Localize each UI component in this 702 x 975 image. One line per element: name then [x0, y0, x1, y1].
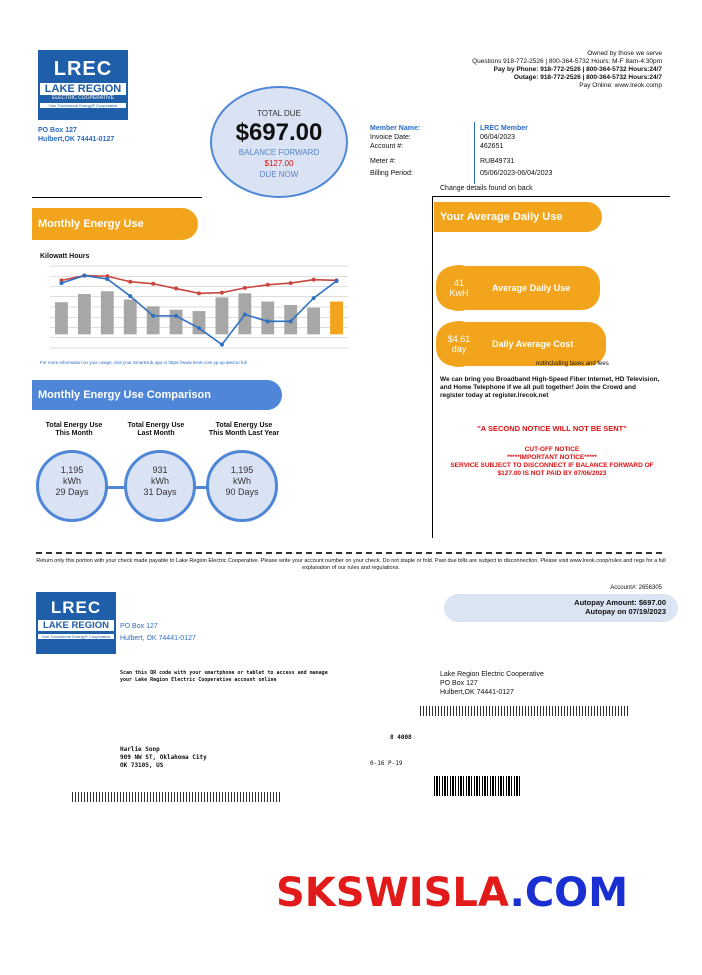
customer-postal-barcode	[72, 792, 282, 802]
logo-sub: ELECTRIC COOPERATIVE	[52, 95, 114, 101]
watermark	[276, 870, 628, 916]
trend-point	[312, 278, 316, 282]
trend-point	[243, 313, 247, 317]
bubble-1-unit: kWh	[63, 476, 81, 486]
watermark-part2: COM	[524, 870, 628, 916]
qr-text: Scan this QR code with your smartphone or tablet to access and manage your Lake Region Electric Cooperative account online	[120, 670, 328, 683]
total-due-amount: $697.00	[235, 119, 323, 146]
average-use-unit: KwH	[449, 288, 469, 298]
address-line1: PO Box 127	[38, 127, 77, 134]
divider-left	[32, 197, 202, 198]
daily-cost-value: $4.61	[447, 334, 471, 344]
bubble-2-kwh: 931	[152, 465, 168, 475]
remit-postal-barcode	[420, 706, 630, 716]
comparison-bubble-3	[206, 450, 278, 522]
trend-point	[220, 291, 224, 295]
usage-bar	[55, 302, 68, 334]
divider-vertical	[432, 196, 433, 538]
return-instructions: Return only this portion with your check made payable to Lake Region Electric Cooperative. Please write your account number on your check. Do not staple or fold. Past due bills are subject to disconnection. Please visit www.lreok.coop/rules and regs for a full explanation of our rules and regulations.	[36, 558, 666, 571]
trend-point	[128, 280, 132, 284]
balance-forward-amount: $127.00	[264, 159, 294, 168]
logo-text: LREC	[53, 58, 113, 80]
bubble-3-kwh: 1,195	[230, 465, 254, 475]
invoice-date-value: 06/04/2023	[480, 134, 516, 141]
trend-point	[220, 343, 224, 347]
usage-bar	[261, 302, 274, 335]
remit-line1: Lake Region Electric Cooperative	[440, 671, 544, 678]
notice-cutoff: CUT-OFF NOTICE	[524, 446, 580, 453]
trend-point	[174, 314, 178, 318]
comparison-head-1	[34, 422, 114, 438]
member-name-value: LREC Member	[480, 125, 528, 132]
comparison-banner	[32, 380, 282, 410]
usage-bar	[101, 291, 114, 334]
usage-bar	[170, 310, 183, 335]
autopay-amount: Autopay Amount: $697.00	[574, 598, 666, 607]
comparison-bubble-2	[124, 450, 196, 522]
stub-logo	[36, 592, 116, 654]
questions-text: Questions 918-772-2526 | 800-364-5732 Hours: M-F 8am-4:30pm	[472, 58, 662, 65]
comparison-head-2-line2: Last Month	[137, 430, 175, 437]
notice-important: *****IMPORTANT NOTICE*****	[507, 454, 597, 461]
trend-point	[151, 282, 155, 286]
trend-point	[105, 277, 109, 281]
promo-text: We can bring you Broadband High-Speed Fiber Internet, HD Television, and Home Telephone if we all pull together! Join the Crowd and register today at register.lrecok.net	[440, 376, 660, 399]
stub-logo-tagline: Your Touchstone Energy® Cooperative	[38, 634, 114, 639]
trend-point	[312, 296, 316, 300]
trend-point	[197, 326, 201, 330]
average-use-value: 41	[453, 278, 464, 288]
meter-value: RUB49731	[480, 158, 515, 165]
remit-line2: PO Box 127	[440, 680, 478, 687]
trend-point	[266, 283, 270, 287]
address-line2: Hulbert,OK 74441-0127	[38, 136, 115, 143]
notice-block	[440, 446, 664, 478]
trend-point	[197, 291, 201, 295]
bubble-3-days: 90 Days	[225, 487, 259, 497]
comparison-title: Monthly Energy Use Comparison	[38, 389, 211, 401]
meter-label: Meter #:	[370, 158, 396, 165]
comparison-head-1-line1: Total Energy Use	[45, 422, 103, 429]
pay-phone-text: Pay by Phone: 918-772-2526 | 800-364-5732 Hours:24/7	[493, 66, 662, 73]
total-due-label: TOTAL DUE	[257, 109, 301, 118]
trend-point	[82, 274, 86, 278]
balance-forward-label: BALANCE FORWARD	[238, 148, 320, 157]
tear-line	[36, 552, 662, 554]
trend-point	[289, 281, 293, 285]
average-banner	[434, 202, 602, 232]
stub-address	[120, 622, 196, 643]
trend-point	[266, 319, 270, 323]
watermark-dot: .	[509, 870, 525, 916]
daily-cost-unit: day	[451, 344, 467, 354]
billing-period-label: Billing Period:	[370, 170, 413, 177]
divider-right	[432, 196, 670, 197]
usage-chart	[38, 262, 356, 360]
usage-bar	[78, 294, 91, 334]
trend-point	[243, 286, 247, 290]
logo-name: LAKE REGION	[40, 83, 126, 95]
comparison-head-2-line1: Total Energy Use	[127, 422, 185, 429]
comparison-head-3	[196, 422, 292, 438]
comparison-head-3-line1: Total Energy Use	[215, 422, 273, 429]
usage-bar	[330, 302, 343, 335]
due-now: DUE NOW	[259, 170, 299, 179]
watermark-part1: SKSWISLA	[276, 870, 510, 916]
remit-address	[440, 670, 544, 697]
billing-period-value: 05/06/2023-06/04/2023	[480, 170, 553, 177]
customer-line3: OK 73105, US	[120, 762, 164, 769]
chart-ylabel: Kilowatt Hours	[40, 253, 90, 260]
trend-point	[151, 314, 155, 318]
outage-text: Outage: 918-772-2526 | 800-364-5732 Hours:24/7	[513, 74, 662, 81]
trend-point	[335, 279, 339, 283]
usage-bar	[147, 306, 160, 334]
bubble-3-unit: kWh	[233, 476, 251, 486]
chart-footnote: For more information on your usage, visit your SmartHub app or https://www.lreok.com.yp.up.ated.to.full	[40, 360, 247, 365]
monthly-energy-title: Monthly Energy Use	[38, 218, 144, 230]
cost-note: notincluding taxes and fees	[536, 361, 609, 367]
trend-point	[289, 319, 293, 323]
bubble-1-days: 29 Days	[55, 487, 89, 497]
customer-line2: 909 NW ST, Oklahoma City	[120, 754, 207, 761]
trend-point	[59, 281, 63, 285]
trend-point	[174, 287, 178, 291]
customer-line1: Harlie Sonp	[120, 746, 160, 753]
bubble-1-kwh: 1,195	[60, 465, 84, 475]
invoice-date-label: Invoice Date:	[370, 134, 411, 141]
notice-second: "A SECOND NOTICE WILL NOT BE SENT"	[477, 424, 627, 433]
member-name-label: Member Name:	[370, 125, 421, 132]
stub-logo-text: LREC	[50, 598, 102, 617]
logo-tagline: Your Touchstone Energy® Cooperative	[40, 103, 126, 108]
remit-line3: Hulbert,OK 74441-0127	[440, 689, 514, 696]
usage-bar	[216, 297, 229, 334]
daily-cost-circle	[436, 321, 482, 367]
average-use-label: Average Daily Use	[492, 283, 571, 293]
stub-address-line1: PO Box 127	[120, 623, 158, 630]
header-address	[38, 126, 114, 144]
comparison-head-3-line2: This Month Last Year	[208, 430, 280, 437]
stub-code: 8 4008	[390, 734, 412, 741]
trend-point	[128, 294, 132, 298]
usage-bar	[307, 308, 320, 335]
comparison-head-1-line2: This Month	[55, 430, 93, 437]
bubble-2-unit: kWh	[151, 476, 169, 486]
comparison-head-2	[116, 422, 196, 438]
average-title: Your Average Daily Use	[440, 211, 563, 223]
stub-barcode	[434, 776, 522, 796]
member-info	[370, 124, 610, 178]
notice-disconnect: SERVICE SUBJECT TO DISCONNECT IF BALANCE FORWARD OF $127.00 IS NOT PAID BY 07/06/2023	[450, 462, 654, 477]
misc-code: 0-16 P-19	[370, 760, 403, 767]
account-label: Account #:	[370, 143, 404, 150]
account-value: 462651	[480, 143, 504, 150]
change-note: Change details found on back	[440, 185, 533, 192]
pay-online-link[interactable]: Pay Online: www.lreok.comp	[579, 82, 662, 89]
comparison-bubble-1	[36, 450, 108, 522]
stub-logo-name: LAKE REGION	[38, 620, 114, 631]
stub-address-line2: Hulbert, OK 74441-0127	[120, 635, 196, 642]
usage-bar	[124, 299, 137, 334]
header-contact	[362, 50, 662, 90]
daily-cost-label: Daily Average Cost	[492, 339, 574, 349]
autopay-date: Autopay on 07/19/2023	[585, 607, 666, 616]
total-due-circle	[210, 86, 348, 198]
owned-text: Owned by those we serve	[587, 50, 662, 57]
stub-account: Account#: 2656305	[610, 585, 662, 591]
autopay-box	[444, 594, 678, 622]
customer-address	[120, 746, 207, 770]
bubble-2-days: 31 Days	[143, 487, 177, 497]
average-use-pill	[436, 266, 600, 310]
average-use-circle	[436, 265, 482, 311]
member-divider	[474, 122, 475, 184]
monthly-energy-banner	[32, 208, 198, 240]
lrec-logo	[38, 50, 128, 120]
